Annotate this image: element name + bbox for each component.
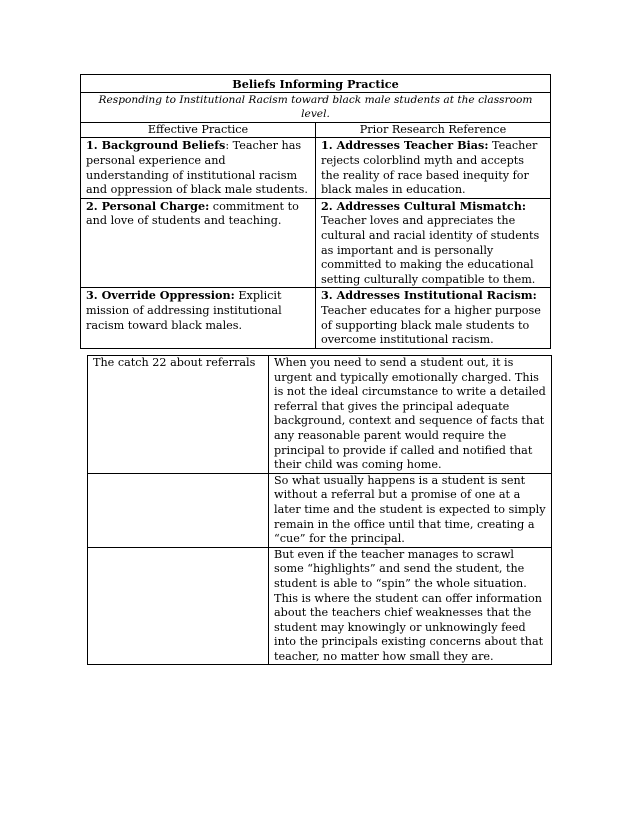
table-row — [81, 138, 551, 198]
table-row — [88, 356, 552, 474]
practice-label: 1. Background Beliefs — [86, 138, 226, 153]
research-reference-cell — [316, 138, 551, 198]
table-row — [81, 288, 551, 348]
column-header-prior-research: Prior Research Reference — [316, 122, 551, 138]
research-reference-cell — [316, 198, 551, 288]
beliefs-table — [80, 74, 551, 349]
research-reference-cell — [316, 288, 551, 348]
explanation-cell: But even if the teacher manages to scrawl some “highlights” and send the student, the student is able to “spin” the whole situation. This is where the student can offer information about the teachers chief weaknesses that the student may knowingly or unknowingly feed into the principals existing concerns about that teacher, no matter how small they are. — [269, 547, 552, 665]
reference-text: Teacher loves and appreciates the cultural and racial identity of students as important and is personally committed to making the educational setting culturally compatible to them. — [321, 214, 540, 286]
referrals-table — [87, 355, 552, 665]
reference-text: Teacher educates for a higher purpose of supporting black male students to overcome institutional racism. — [321, 303, 541, 347]
table-row — [88, 473, 552, 547]
practice-label: 2. Personal Charge: — [86, 198, 210, 213]
effective-practice-cell — [81, 288, 316, 348]
practice-text: : Teacher has personal experience and understanding of institutional racism and oppression of black male students. — [86, 139, 308, 197]
reference-label: 1. Addresses Teacher Bias: — [321, 138, 489, 153]
topic-cell — [88, 473, 269, 547]
topic-cell: The catch 22 about referrals — [88, 356, 269, 474]
practice-label: 3. Override Oppression: — [86, 288, 235, 303]
reference-text: Teacher rejects colorblind myth and accepts the reality of race based inequity for black males in education. — [321, 139, 538, 197]
table-row — [88, 547, 552, 665]
effective-practice-cell — [81, 138, 316, 198]
table-title: Beliefs Informing Practice — [81, 75, 551, 93]
practice-text: commitment to and love of students and teaching. — [86, 199, 299, 228]
practice-text: Explicit mission of addressing institutional racism toward black males. — [86, 289, 282, 332]
reference-label: 2. Addresses Cultural Mismatch: — [321, 198, 526, 213]
explanation-cell: So what usually happens is a student is sent without a referral but a promise of one at a later time and the student is expected to simply remain in the office until that time, creating a “cue” for the principal. — [269, 473, 552, 547]
topic-cell — [88, 547, 269, 665]
table-subtitle: Responding to Institutional Racism toward black male students at the classroom level. — [81, 92, 551, 122]
table-row — [81, 198, 551, 288]
reference-label: 3. Addresses Institutional Racism: — [321, 288, 537, 303]
column-header-effective-practice: Effective Practice — [81, 122, 316, 138]
explanation-cell: When you need to send a student out, it is urgent and typically emotionally charged. This is not the ideal circumstance to write a detailed referral that gives the principal adequate background, context and sequence of facts that any reasonable parent would require the principal to provide if called and notified that their child was coming home. — [269, 356, 552, 474]
effective-practice-cell — [81, 198, 316, 288]
